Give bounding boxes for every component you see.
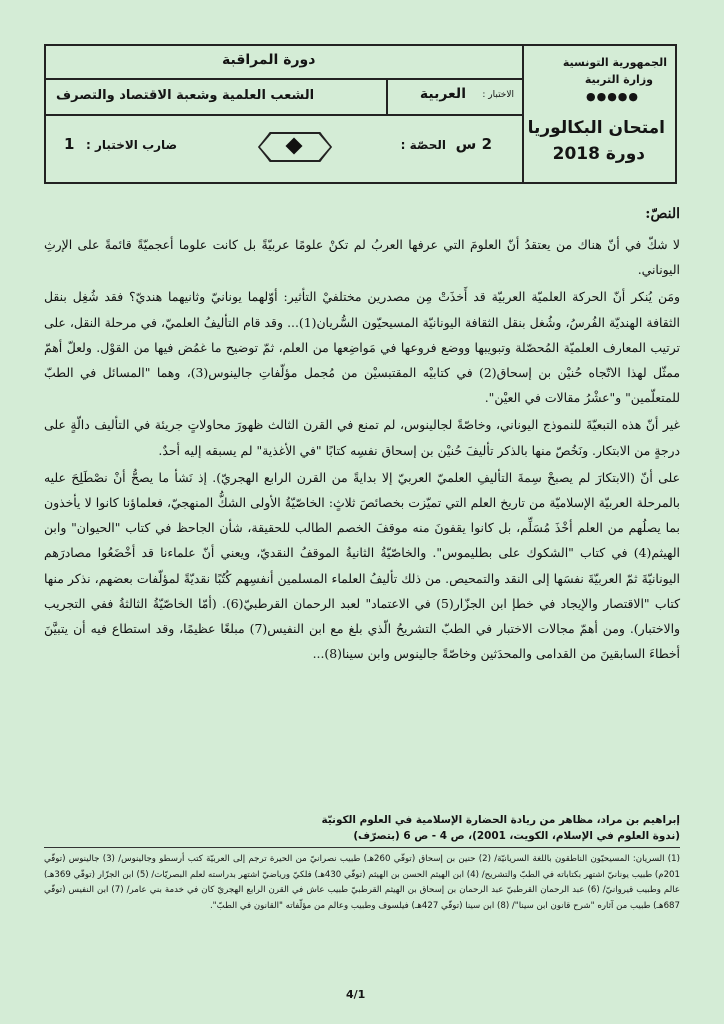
exam-header	[44, 44, 677, 184]
text-title: النصّ:	[645, 206, 680, 222]
paragraph-4: على أنّ (الابتكارَ لم يصبحْ سِمةَ التأليفِ العلميّ العربيّ إلا بدايةً من القرن الرابع الهجريّ). إذ نَشأ ما يصحُّ أنْ نصْطَلِحَ عليه بالمرحلة العربيّة الإسلاميّة من تاريخ العلم التي تميّزت بخصائصَ ثلاثٍ: الخاصّيّةُ الأولى الشكُّ المنهجيّ، فعلماؤنا كانوا لا يأخذون بما يصلُهم من العلم أخْذَ مُسَلِّم، بل كانوا يقفونَ منه موقفَ الخصم الطالب للحقيقة، شأن الجاحظ في كتاب "الحيوان" وابن الهيثم(4) في كتاب "الشكوك على بطليموس". والخاصّيّةُ الثانيةُ الموقفُ النقديّ، ويعني أنّ علماءنا قد أخْضَعُوا مصادرَهم اليونانيّةَ ثمّ العربيّةَ نفسَها إلى النقد والتمحيص. من ذلك تأليفُ العلماء المسلمين أنفسِهم كُتُبًا نقديّةً لمؤلّفات بعضهم، نذكر منها كتاب "الاقتصار والإيجاد في خطإ ابن الجزّار(5) في الاعتماد" لعبد الرحمان القرطبيّ(6). (أمّا الخاصّيّةُ الثالثةُ ففي التجريب والاختبار). ومن أهمّ مجالات الاختبار في الطبّ التشريحُ الّذي بلغ مع ابن النفيس(7) مبلغًا عظيمًا، وقد استطاع فيه أن يتبيَّنَ أخطاءَ السابقينَ من القدامى والمحدَثين وخاصّةً جالينوس وابن سينا(8)...	[44, 469, 680, 662]
subject-name: العربية	[419, 86, 466, 102]
paragraph-1: لا شكّ في أنّ هناك من يعتقدُ أنّ العلومَ التي عرفها العربُ لم تكنْ علومًا عربيّةً بل كانت علوما أعجميّةً قائمةً على الإرثِ اليوناني.	[44, 237, 680, 278]
exam-title: امتحان البكالوريا	[527, 118, 665, 138]
header-ministry-block	[522, 46, 675, 182]
subject-label: الاختبار :	[482, 90, 514, 100]
republic-label: الجمهورية التونسية	[562, 56, 667, 69]
session-type: دورة المراقبة	[222, 52, 316, 68]
footnote-divider	[44, 847, 680, 848]
coef-value: 1	[64, 135, 75, 153]
ministry-label: وزارة التربية	[584, 73, 653, 86]
duration-value: 2 س	[455, 135, 492, 153]
source-line-2: (ندوة العلوم في الإسلام، الكويت، 2001)، ص 4 - ص 6 (بتصرّف)	[353, 830, 680, 842]
header-info-block	[46, 46, 522, 182]
source-citation	[260, 812, 680, 844]
passage-text	[44, 232, 680, 666]
session-type-row	[46, 46, 522, 80]
paragraph-3: غير أنّ هذه التبعيّةَ للنموذج اليوناني، وخاصّةً لجالينوس، لم تمنع في القرن الثالث ظهورَ محاولاتٍ جريئة في التأليف دالّةٍ على درجةٍ من الابتكار. ونَخُصّ منها بالذكر تأليفَ حُنيْن بن إسحاق نفسِه كتابًا "في الأغذية" لم يسبقه إليه أحدٌ.	[44, 417, 680, 458]
footnotes: (1) السريان: المسيحيّون الناطقون باللغة السريانيّة/ (2) حنين بن إسحاق (توفّي 260هـ) طبيب نصرانيّ من الحيرة ترجم إلى العربيّة كتب أرسطو وجالينوس/ (3) جالينوس (توفّي 201م) طبيب يونانيّ اشتهر بكتاباته في الطبّ والتشريح/ (4) ابن الهيثم الحسن بن الهيثم (توفّي 430هـ) فلكيّ ورياضيّ اشتهر بدراسته لعلم البصريّات/ (5) ابن الجزّار (توفّي 369هـ) عالم وطبيب قيروانيّ/ (6) عبد الرحمان القرطبيّ عبد الرحمان بن إسحاق بن الهيثم القرطبيّ طبيب عاش في القرن الرابع الهجريّ كان في خدمة بني عامر/ (7) ابن النفيس (توفّي 687هـ) طبيب من آثاره "شرح قانون ابن سينا"/ (8) ابن سينا (توفّي 427هـ) فيلسوف وطبيب وعالم من مؤلّفاته "القانون في الطبّ".	[44, 854, 680, 911]
duration-label: الحصّة :	[400, 138, 446, 152]
dots-ornament: ●●●●●	[586, 90, 639, 103]
subject-row	[46, 80, 522, 116]
page-number: 4/1	[346, 988, 366, 1001]
duration-row	[46, 116, 522, 182]
coef-label: ضارب الاختبار :	[86, 138, 178, 152]
paragraph-2: ومَن يُنكر أنّ الحركة العلميّة العربيّة قد أَخذَتْ مِن مصدرين مختلفيْ التأثير: أوّلهما يونانيّ وثانيهما هنديّ؟ فقد شُغِل بنقل الثقافة الهنديّة الفُرسُ، وشُغل بنقل الثقافة اليونانيّة المسيحيّون السُّريان(1)... وقد قام التأليفُ العلميّ، في مرحلة النقل، على ترتيب المعارف العلميّة المُحصّلة وتبويبها ووضع فروعها في مَواضِعها من العلم، ثمّ توضيح ما غمُض فيها من القوْل. ولعلّ أهمّ ممثّل لهذا الاتّجاه حُنيْن بن إسحاق(2) في كتابيْه المقتبسيْن من مُجمل مؤلّفاتِ جالينوس(3)، وهما "المسائل في الطبّ للمتعلّمين" و"عشْرُ مقالات في العيْن".	[44, 289, 680, 406]
session-year: دورة 2018	[552, 144, 645, 164]
source-line-1: إبراهيم بن مراد، مظاهر من ريادة الحضارة الإسلامية في العلوم الكونيّة	[321, 814, 680, 826]
streams-label: الشعب العلمية وشعبة الاقتصاد والتصرف	[56, 88, 315, 103]
